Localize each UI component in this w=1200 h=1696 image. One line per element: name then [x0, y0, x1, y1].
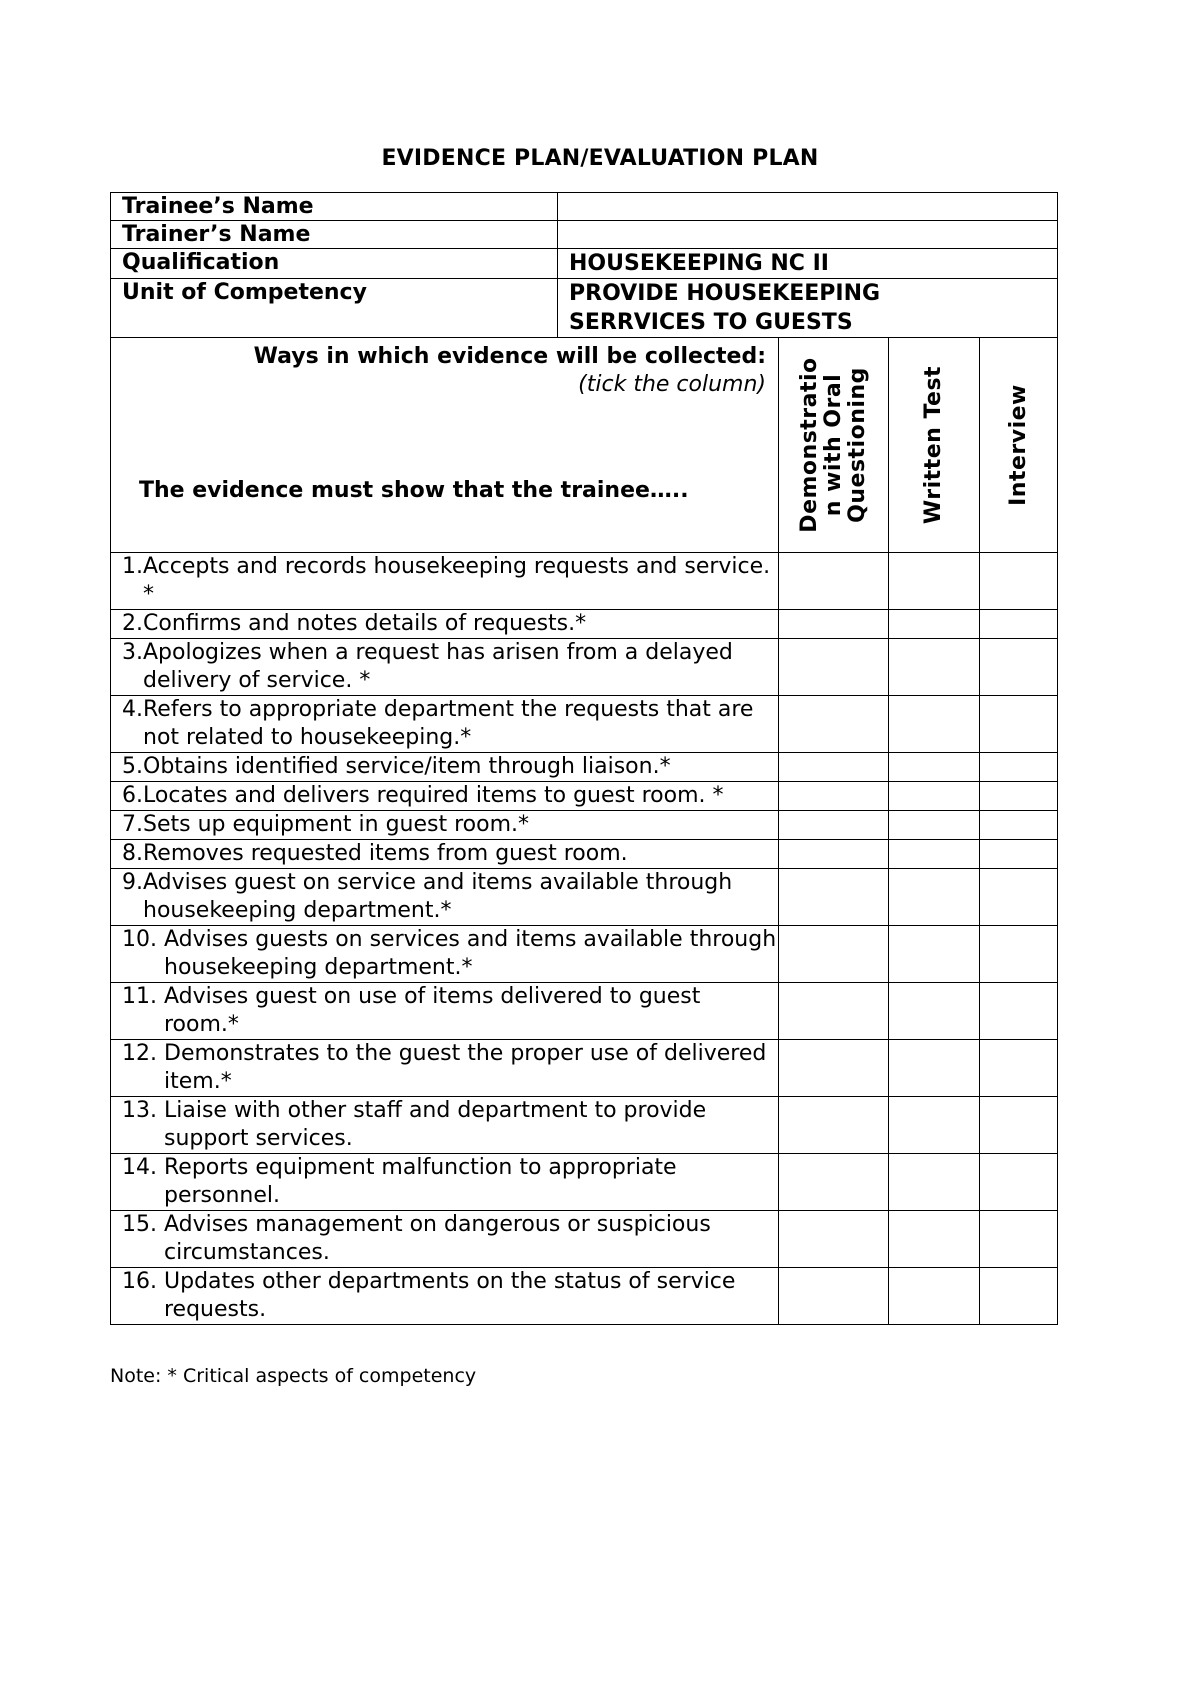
criterion-cell	[111, 869, 779, 926]
criterion-text: Apologizes when a request has arisen from a delayed delivery of service. *	[143, 640, 733, 693]
qualification-label: Qualification	[111, 249, 558, 279]
tick-cell-demonstration[interactable]	[779, 1211, 889, 1268]
qualification-value: HOUSEKEEPING NC II	[558, 249, 1058, 279]
criterion-cell	[111, 610, 779, 639]
criterion-cell	[111, 1211, 779, 1268]
criterion-text: Locates and delivers required items to guest room. *	[143, 783, 724, 808]
table-row	[111, 983, 1058, 1040]
tick-cell-written-test[interactable]	[889, 1040, 980, 1097]
tick-cell-demonstration[interactable]	[779, 753, 889, 782]
tick-cell-interview[interactable]	[980, 782, 1058, 811]
criterion-number: 13.	[122, 1098, 157, 1123]
tick-cell-interview[interactable]	[980, 1097, 1058, 1154]
table-row	[111, 926, 1058, 983]
table-row	[111, 1211, 1058, 1268]
tick-cell-written-test[interactable]	[889, 1211, 980, 1268]
criterion-cell	[111, 1097, 779, 1154]
tick-cell-demonstration[interactable]	[779, 782, 889, 811]
tick-cell-demonstration[interactable]	[779, 983, 889, 1040]
tick-cell-interview[interactable]	[980, 926, 1058, 983]
tick-cell-demonstration[interactable]	[779, 639, 889, 696]
tick-cell-demonstration[interactable]	[779, 553, 889, 610]
unit-value-line-1: PROVIDE HOUSEKEEPING	[569, 281, 881, 306]
trainer-name-label: Trainer’s Name	[111, 221, 558, 249]
criterion-number: 15.	[122, 1212, 157, 1237]
method-label: Written Test	[921, 365, 946, 525]
page-title: EVIDENCE PLAN/EVALUATION PLAN	[381, 146, 819, 171]
tick-cell-demonstration[interactable]	[779, 811, 889, 840]
tick-cell-written-test[interactable]	[889, 1154, 980, 1211]
criterion-text: Advises management on dangerous or suspicious circumstances.	[164, 1212, 711, 1265]
tick-cell-written-test[interactable]	[889, 639, 980, 696]
tick-cell-written-test[interactable]	[889, 696, 980, 753]
criterion-cell	[111, 1154, 779, 1211]
criterion-cell	[111, 811, 779, 840]
method-label-line: Questioning	[844, 367, 870, 523]
ways-instruction: (tick the column)	[578, 372, 766, 397]
criterion-cell	[111, 1268, 779, 1325]
criterion-text: Confirms and notes details of requests.*	[143, 611, 587, 636]
criterion-text: Sets up equipment in guest room.*	[143, 812, 530, 837]
tick-cell-demonstration[interactable]	[779, 696, 889, 753]
tick-cell-written-test[interactable]	[889, 1097, 980, 1154]
table-row	[111, 1040, 1058, 1097]
tick-cell-written-test[interactable]	[889, 926, 980, 983]
tick-cell-demonstration[interactable]	[779, 1097, 889, 1154]
table-row	[111, 696, 1058, 753]
tick-cell-interview[interactable]	[980, 1040, 1058, 1097]
criterion-text: Liaise with other staff and department to provide support services.	[164, 1098, 707, 1151]
criterion-text: Advises guest on use of items delivered to guest room.*	[164, 984, 701, 1037]
evidence-plan-table	[110, 192, 1058, 1325]
method-label-line: Demonstratio	[796, 357, 822, 533]
method-label: Interview	[1005, 384, 1031, 506]
criterion-text: Reports equipment malfunction to appropriate personnel.	[164, 1155, 677, 1208]
criterion-number: 14.	[122, 1155, 157, 1180]
criterion-number: 16.	[122, 1269, 157, 1294]
tick-cell-written-test[interactable]	[889, 983, 980, 1040]
trainer-row	[111, 221, 1058, 249]
tick-cell-interview[interactable]	[980, 840, 1058, 869]
tick-cell-written-test[interactable]	[889, 782, 980, 811]
table-row	[111, 1154, 1058, 1211]
tick-cell-written-test[interactable]	[889, 753, 980, 782]
tick-cell-demonstration[interactable]	[779, 1268, 889, 1325]
method-label-line: n with Oral	[820, 373, 846, 517]
tick-cell-written-test[interactable]	[889, 1268, 980, 1325]
criterion-number: 10.	[122, 927, 157, 952]
criterion-number: 5.	[122, 754, 143, 779]
tick-cell-interview[interactable]	[980, 553, 1058, 610]
table-row	[111, 639, 1058, 696]
method-header-demonstration	[779, 338, 889, 553]
criterion-text: Obtains identified service/item through liaison.*	[143, 754, 671, 779]
tick-cell-interview[interactable]	[980, 1211, 1058, 1268]
criterion-number: 4.	[122, 697, 143, 722]
trainee-name-field[interactable]	[558, 193, 1058, 221]
table-row	[111, 811, 1058, 840]
table-row	[111, 553, 1058, 610]
ways-header-cell	[111, 338, 779, 553]
criterion-number: 2.	[122, 611, 143, 636]
tick-cell-interview[interactable]	[980, 1154, 1058, 1211]
tick-cell-interview[interactable]	[980, 639, 1058, 696]
tick-cell-interview[interactable]	[980, 869, 1058, 926]
table-row	[111, 782, 1058, 811]
criterion-number: 11.	[122, 984, 157, 1009]
criterion-cell	[111, 926, 779, 983]
unit-row	[111, 279, 1058, 338]
tick-cell-written-test[interactable]	[889, 840, 980, 869]
tick-cell-interview[interactable]	[980, 811, 1058, 840]
criterion-cell	[111, 753, 779, 782]
criterion-cell	[111, 782, 779, 811]
table-row	[111, 610, 1058, 639]
criteria-list	[111, 553, 1058, 1325]
table-row	[111, 1268, 1058, 1325]
criterion-text: Advises guests on services and items available through housekeeping department.*	[164, 927, 777, 980]
method-header-interview	[980, 338, 1058, 553]
criterion-text: Updates other departments on the status of service requests.	[164, 1269, 736, 1322]
criterion-number: 8.	[122, 841, 143, 866]
criterion-number: 7.	[122, 812, 143, 837]
tick-cell-demonstration[interactable]	[779, 840, 889, 869]
criterion-text: Removes requested items from guest room.	[143, 841, 628, 866]
table-row	[111, 840, 1058, 869]
tick-cell-written-test[interactable]	[889, 610, 980, 639]
tick-cell-demonstration[interactable]	[779, 869, 889, 926]
criterion-cell	[111, 696, 779, 753]
criterion-number: 3.	[122, 640, 143, 665]
methods-header-row	[111, 338, 1058, 553]
tick-cell-interview[interactable]	[980, 696, 1058, 753]
tick-cell-demonstration[interactable]	[779, 926, 889, 983]
criterion-cell	[111, 840, 779, 869]
qualification-row	[111, 249, 1058, 279]
trainer-name-field[interactable]	[558, 221, 1058, 249]
table-row	[111, 869, 1058, 926]
unit-of-competency-label: Unit of Competency	[111, 279, 558, 338]
tick-cell-interview[interactable]	[980, 1268, 1058, 1325]
criterion-number: 12.	[122, 1041, 157, 1066]
criterion-text: Demonstrates to the guest the proper use of delivered item.*	[164, 1041, 767, 1094]
tick-cell-demonstration[interactable]	[779, 1154, 889, 1211]
tick-cell-written-test[interactable]	[889, 553, 980, 610]
trainee-row	[111, 193, 1058, 221]
criterion-cell	[111, 1040, 779, 1097]
evidence-intro: The evidence must show that the trainee…..	[139, 478, 689, 503]
criterion-number: 9.	[122, 870, 143, 895]
unit-of-competency-value	[558, 279, 1058, 338]
criterion-cell	[111, 639, 779, 696]
critical-aspects-note: Note: * Critical aspects of competency	[110, 1365, 477, 1387]
criterion-number: 1.	[122, 554, 143, 579]
table-row	[111, 1097, 1058, 1154]
criterion-text: Advises guest on service and items available through housekeeping department.*	[143, 870, 733, 923]
criterion-cell	[111, 983, 779, 1040]
method-header-written-test	[889, 338, 980, 553]
criterion-cell	[111, 553, 779, 610]
criterion-text: Accepts and records housekeeping requests and service. *	[143, 554, 771, 607]
criterion-number: 6.	[122, 783, 143, 808]
tick-cell-demonstration[interactable]	[779, 1040, 889, 1097]
table-row	[111, 753, 1058, 782]
tick-cell-written-test[interactable]	[889, 811, 980, 840]
ways-heading: Ways in which evidence will be collected:	[253, 344, 766, 369]
tick-cell-written-test[interactable]	[889, 869, 980, 926]
tick-cell-interview[interactable]	[980, 610, 1058, 639]
unit-value-line-2: SERRVICES TO GUESTS	[569, 310, 853, 335]
criterion-text: Refers to appropriate department the requests that are not related to housekeeping.*	[143, 697, 754, 750]
tick-cell-demonstration[interactable]	[779, 610, 889, 639]
tick-cell-interview[interactable]	[980, 983, 1058, 1040]
trainee-name-label: Trainee’s Name	[111, 193, 558, 221]
tick-cell-interview[interactable]	[980, 753, 1058, 782]
